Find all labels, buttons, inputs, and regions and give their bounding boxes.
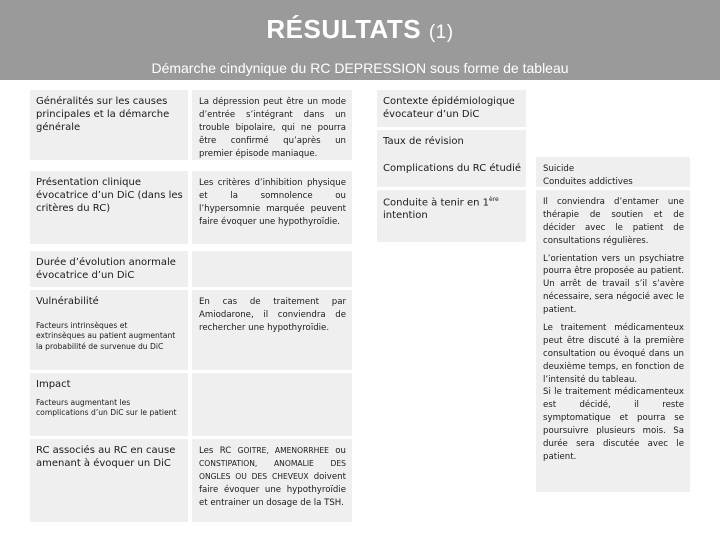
conduite-paragraph-3: Le traitement médicamenteux peut être discuté à la première consultation ou évoqué dans un deuxième temps, en fonction de l’intensité du tableau. Si le traitement médicamenteux est décidé, il reste symptomatique et pourra se poursuivre plusieurs mois. Sa durée sera discutée avec le patient.: [543, 323, 684, 462]
header-banner: [0, 0, 720, 80]
impact-note: Facteurs augmentant les complications d’un DiC sur le patient: [36, 397, 177, 418]
vulnerabilite-title: Vulnérabilité: [36, 296, 99, 307]
row-rc-associes-text: [192, 439, 352, 522]
title-number: (1): [428, 22, 454, 43]
rc-text-end: doivent faire évoquer une hypothyroïdie et entrainer un dosage de la TSH.: [199, 471, 346, 508]
conduite-label-sup: ère: [488, 196, 499, 203]
complication-suicide: Suicide: [543, 164, 575, 174]
conduite-label-end: intention: [383, 210, 428, 222]
rc-text-ou: ou: [328, 446, 346, 456]
row-rc-associes-label: RC associés au RC en cause amenant à évoquer un DiC: [30, 439, 188, 522]
title-text: RÉSULTATS: [266, 14, 422, 44]
page-title: [0, 14, 720, 45]
conduite-paragraph-1: Il conviendra d’entamer une thérapie de soutien et de décider avec le patient de consultations régulières.: [543, 197, 684, 246]
row-impact-text: [192, 373, 352, 436]
row-impact-label: [30, 373, 188, 436]
complications-values: [536, 157, 690, 187]
row-vulnerabilite-text: En cas de traitement par Amiodarone, il conviendra de rechercher une hypothyroïdie.: [192, 290, 352, 370]
impact-title: Impact: [36, 379, 71, 390]
row-duree-text: [192, 251, 352, 287]
row-vulnerabilite-label: [30, 290, 188, 370]
rc-text-constipation: CONSTIPATION, ANOMALIE DES ONGLES OU DES CHEVEUX: [199, 458, 346, 481]
complication-addictions: Conduites addictives: [543, 176, 633, 187]
row-presentation-text: Les critères d’inhibition physique et la somnolence ou l’hypersomnie marquée peuvent faire évoquer une hypothyroïdie.: [192, 171, 352, 244]
row-presentation-label: Présentation clinique évocatrice d’un DiC (dans les critères du RC): [30, 171, 188, 244]
row-generalites-text: La dépression peut être un mode d’entrée s’intégrant dans un trouble bipolaire, qui ne pourra être confirmé qu’après un premier épisode maniaque.: [192, 90, 352, 160]
page-subtitle: Démarche cindynique du RC DEPRESSION sous forme de tableau: [151, 60, 569, 76]
complications-label: Complications du RC étudié: [377, 157, 526, 187]
row-generalites-label: Généralités sur les causes principales et la démarche générale: [30, 90, 188, 160]
rc-text-a: Les RC: [199, 446, 238, 456]
vulnerabilite-note: Facteurs intrinsèques et extrinsèques au patient augmentant la probabilité de survenue du DiC: [36, 320, 176, 351]
context-label: Contexte épidémiologique évocateur d’un DiC: [377, 90, 526, 127]
revision-label: Taux de révision: [377, 130, 526, 157]
conduite-text: [536, 190, 690, 492]
conduite-label: [377, 190, 526, 242]
rc-text-goitre: GOITRE, AMENORRHEE: [237, 446, 329, 455]
conduite-label-text: Conduite à tenir en 1: [383, 197, 489, 209]
conduite-paragraph-2: L’orientation vers un psychiatre pourra être proposée au patient. Un arrêt de travail s’il s’avère nécessaire, sera négocié avec le patient.: [543, 253, 684, 316]
row-duree-label: Durée d’évolution anormale évocatrice d’un DiC: [30, 251, 188, 287]
